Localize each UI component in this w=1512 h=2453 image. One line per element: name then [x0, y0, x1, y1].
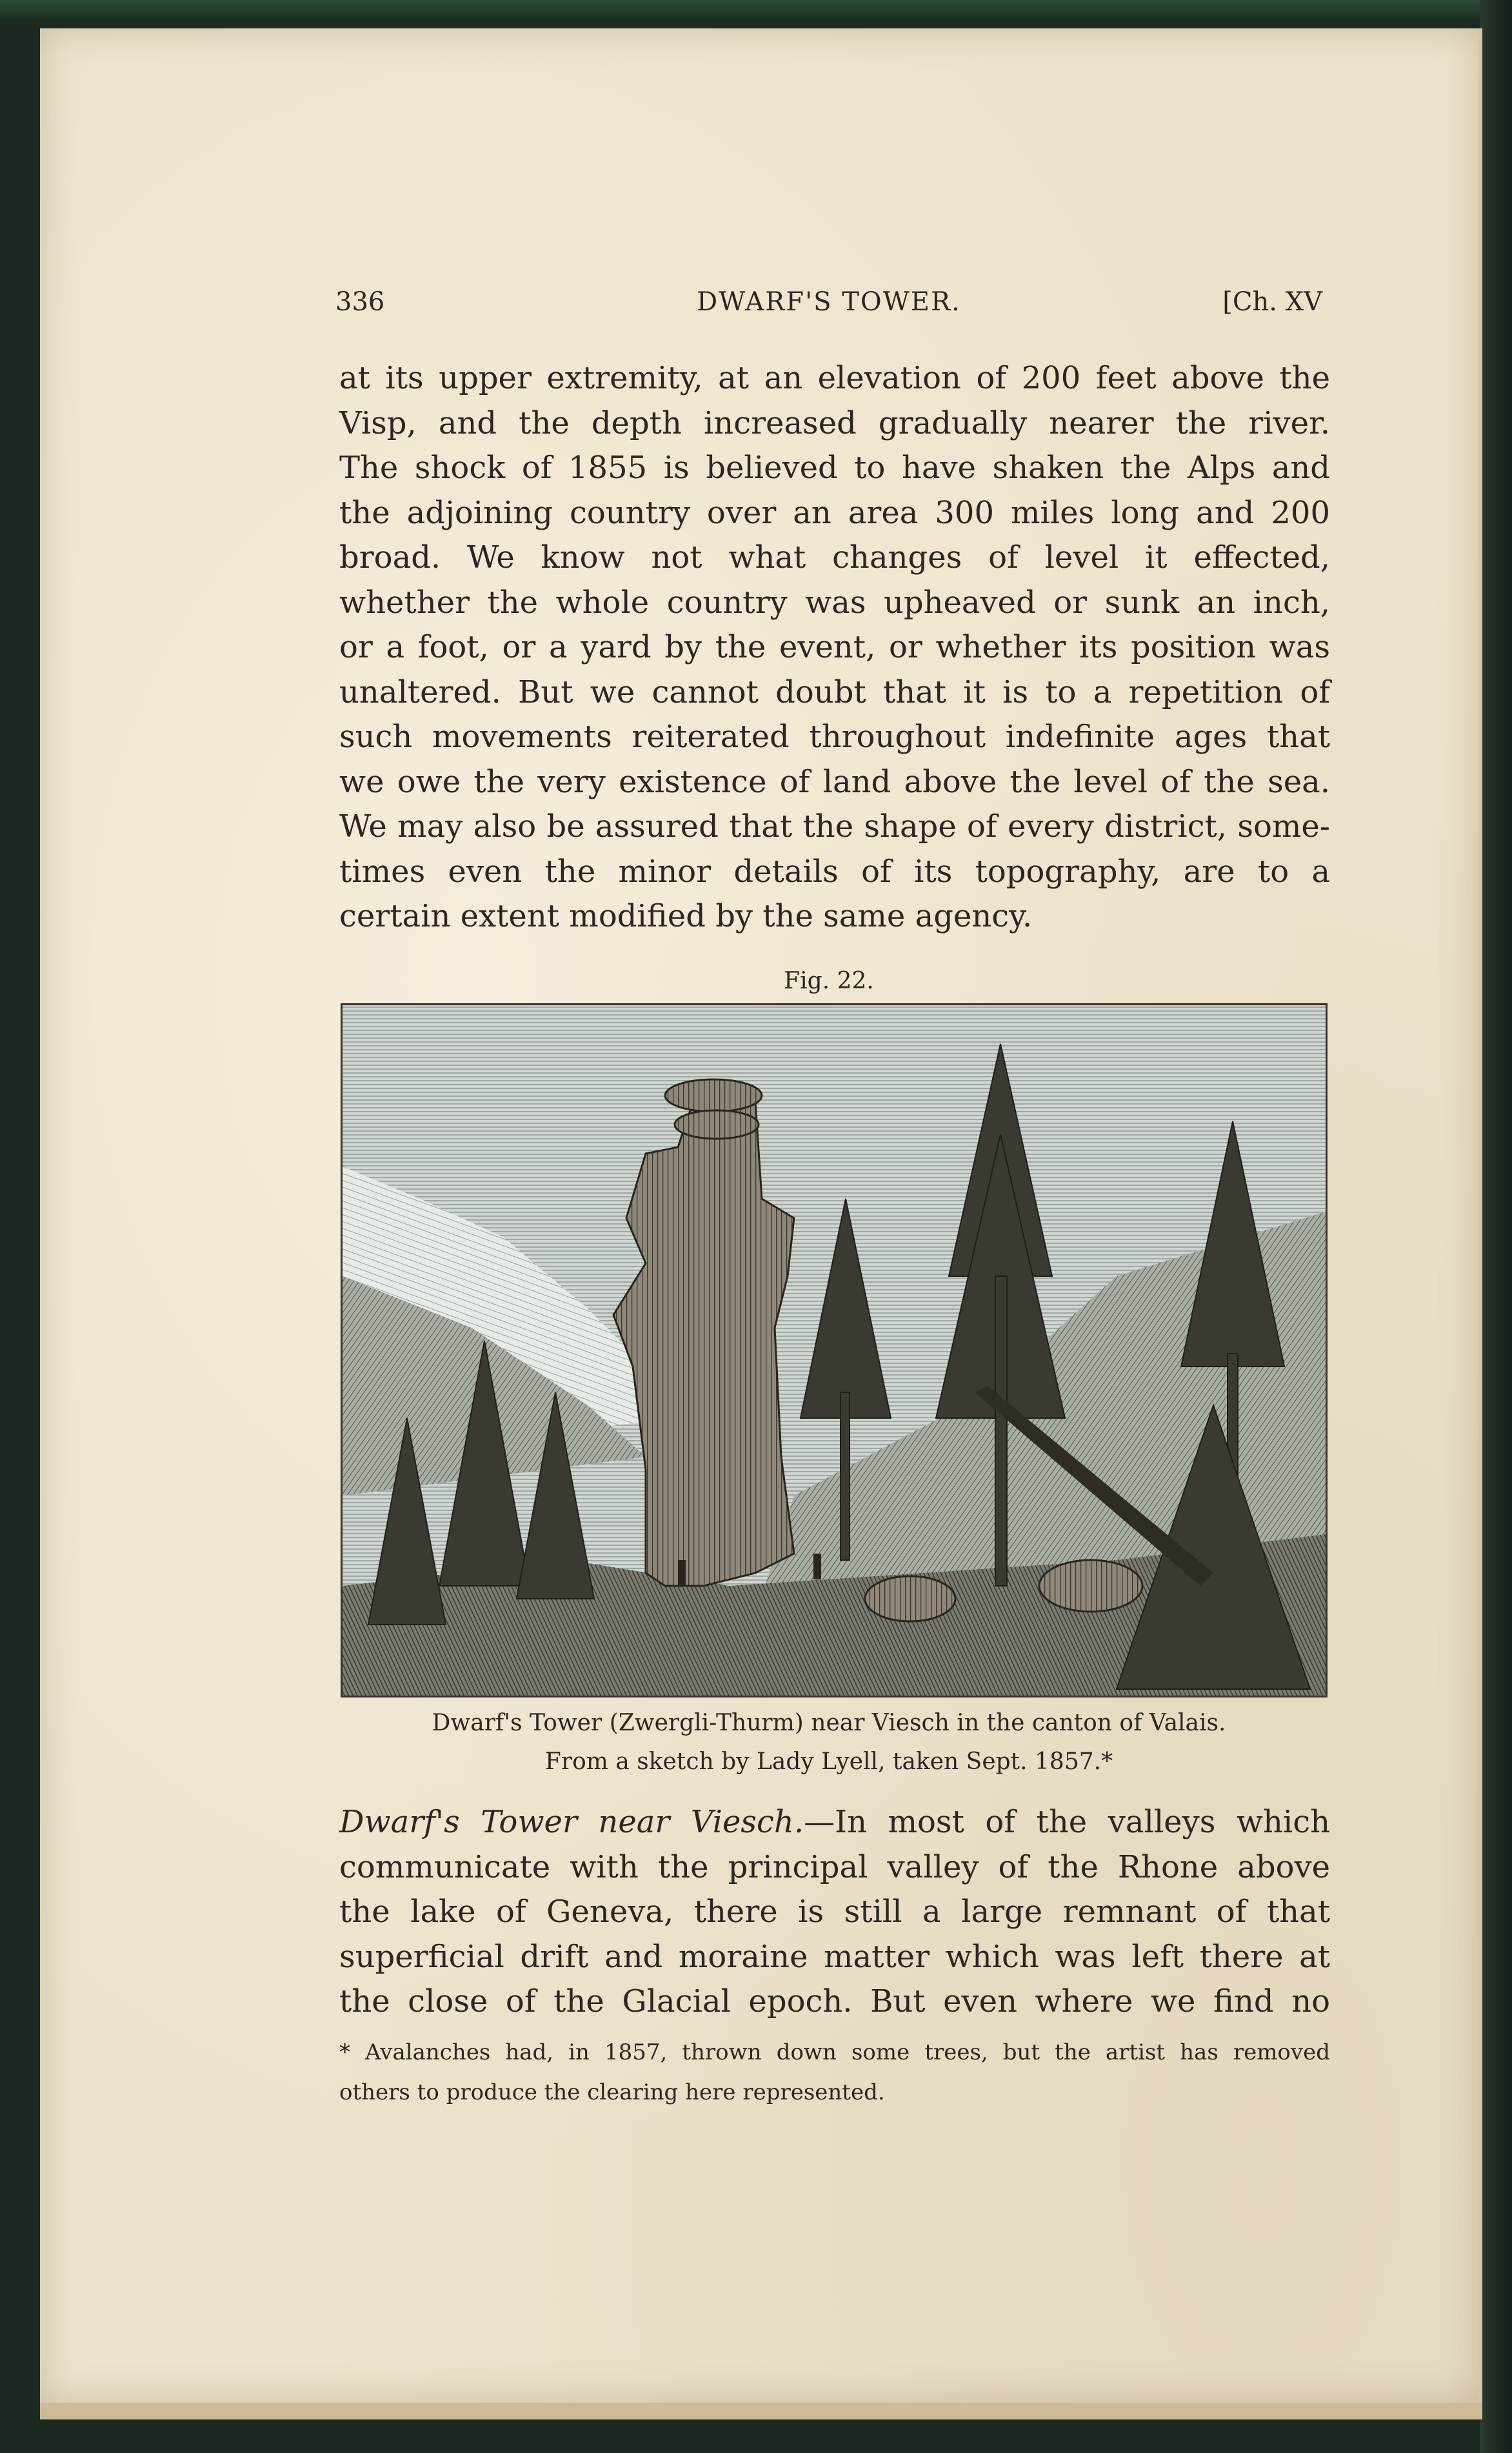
- text-line: unaltered. But we cannot doubt that it is to a repetition of: [339, 674, 1330, 710]
- chapter-marker: [Ch. XV: [1222, 287, 1322, 317]
- text-line: the adjoining country over an area 300 miles long and 200: [339, 494, 1330, 531]
- engraving-illustration: [341, 1003, 1328, 1697]
- text-line: communicate with the principal valley of the Rhone above: [339, 1848, 1330, 1885]
- text-line: such movements reiterated throughout indefinite ages that: [339, 719, 1330, 755]
- text-line: broad. We know not what changes of level it effected,: [339, 539, 1330, 576]
- body-paragraph-1: [339, 356, 1330, 939]
- section-heading: Dwarf's Tower near Viesch.: [339, 1804, 804, 1840]
- text-line: or a foot, or a yard by the event, or whether its position was: [339, 629, 1330, 665]
- page-edge-shadow: [40, 2403, 1482, 2419]
- text-line: the lake of Geneva, there is still a large remnant of that: [339, 1894, 1330, 1930]
- footnote-line: others to produce the clearing here represented.: [339, 2079, 885, 2105]
- text-line: the close of the Glacial epoch. But even where we find no: [339, 1983, 1330, 2019]
- footnote: [339, 2032, 1330, 2112]
- running-title: DWARF'S TOWER.: [697, 287, 961, 317]
- book-cover-edge: [0, 0, 1512, 19]
- footnote-line: * Avalanches had, in 1857, thrown down some trees, but the artist has removed: [339, 2039, 1330, 2065]
- figure-label: Fig. 22.: [784, 968, 874, 994]
- book-cover-right-edge: [1480, 0, 1512, 2453]
- figure-caption-line-2: From a sketch by Lady Lyell, taken Sept. 1857.*: [544, 1748, 1113, 1775]
- text-line: we owe the very existence of land above the level of the sea.: [339, 763, 1330, 800]
- text-line: Visp, and the depth increased gradually nearer the river.: [339, 405, 1330, 441]
- running-header: [335, 287, 1322, 326]
- text-line: whether the whole country was upheaved or sunk an inch,: [339, 584, 1330, 621]
- body-paragraph-2: [339, 1800, 1330, 2025]
- text-line: Dwarf's Tower near Viesch.—In most of the valleys which: [339, 1804, 1331, 1840]
- text-line: superficial drift and moraine matter which was left there at: [339, 1938, 1330, 1975]
- text-line: The shock of 1855 is believed to have shaken the Alps and: [339, 450, 1330, 486]
- page-number: 336: [335, 287, 385, 317]
- text-line: at its upper extremity, at an elevation of 200 feet above the: [339, 360, 1330, 396]
- text-line: We may also be assured that the shape of every district, some-: [339, 808, 1330, 845]
- figure-caption-line-1: Dwarf's Tower (Zwergli-Thurm) near Viesch in the canton of Valais.: [432, 1710, 1226, 1736]
- text-line: certain extent modified by the same agency.: [339, 898, 1033, 934]
- text-line: times even the minor details of its topography, are to a: [339, 853, 1330, 890]
